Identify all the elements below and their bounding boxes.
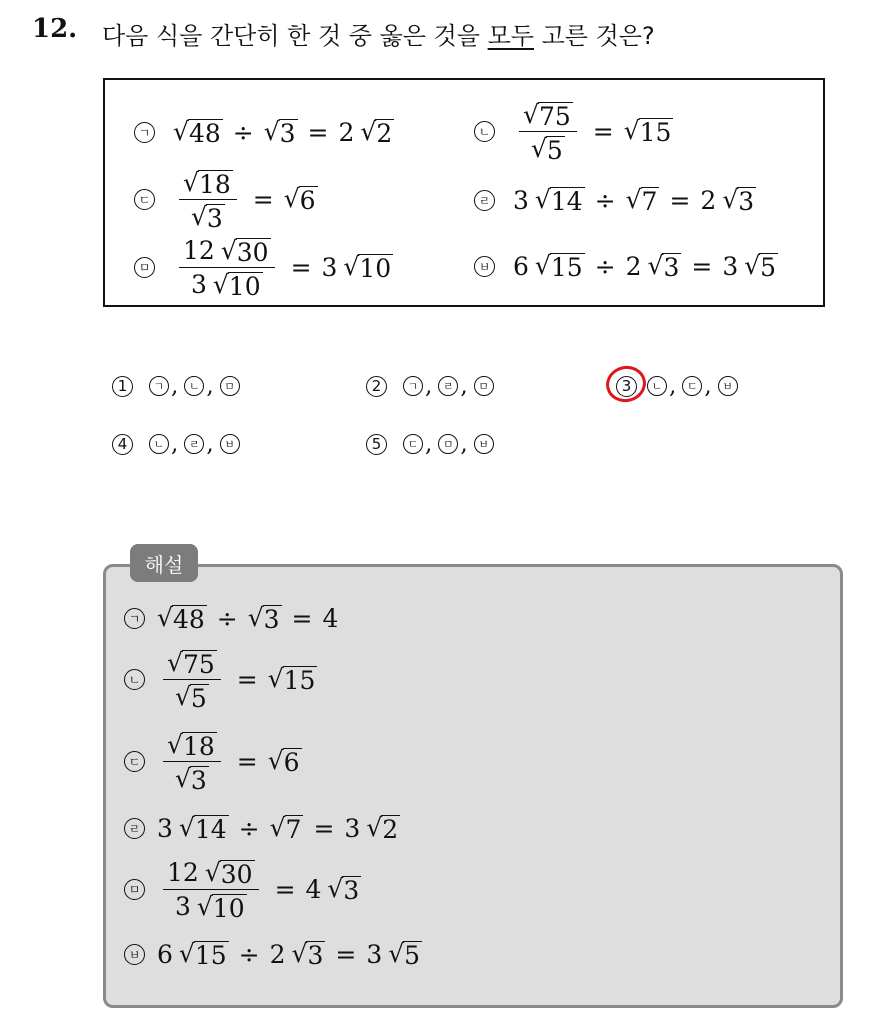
choice-label: ㅁ	[438, 434, 458, 454]
choice-label: ㅂ	[220, 434, 240, 454]
solution-line-f: ㅂ 6 √ 15 ÷ 2 √ 3 = 3 √ 5	[124, 940, 422, 969]
choice-label: ㄴ	[149, 434, 169, 454]
solution-line-a: ㄱ √ 48 ÷ √ 3 = 4	[124, 604, 338, 633]
solution-line-b: ㄴ √ 75 √ 5 = √ 15	[124, 648, 317, 711]
choice-number: 1	[112, 376, 133, 397]
choice-label: ㅁ	[220, 376, 240, 396]
solution-label: ㄷ	[124, 751, 145, 772]
choice-number: 4	[112, 434, 133, 455]
choice-number: 5	[366, 434, 387, 455]
item-label: ㅂ	[474, 256, 495, 277]
item-label: ㄱ	[134, 122, 155, 143]
choice-5[interactable]: 5 ㄷ , ㅁ , ㅂ	[366, 431, 494, 457]
answer-mark	[603, 362, 650, 406]
choice-label: ㅂ	[474, 434, 494, 454]
item-label: ㅁ	[134, 257, 155, 278]
choice-label: ㅁ	[474, 376, 494, 396]
item-f: ㅂ 6 √ 15 ÷ 2 √ 3 = 3 √ 5	[474, 252, 778, 281]
question-text: 다음 식을 간단히 한 것 중 옳은 것을 모두 고른 것은?	[102, 22, 655, 50]
choice-label: ㄴ	[184, 376, 204, 396]
choice-number: 3	[616, 376, 637, 397]
choice-3[interactable]: 3 ㄴ , ㄷ , ㅂ	[616, 373, 738, 399]
choice-label: ㄹ	[438, 376, 458, 396]
solution-label: ㄴ	[124, 669, 145, 690]
underlined-word: 모두	[487, 22, 534, 50]
item-label: ㄴ	[474, 121, 495, 142]
item-c: ㄷ √ 18 √ 3 = √ 6	[134, 168, 318, 231]
question-number: 12.	[32, 14, 78, 44]
choice-label: ㄴ	[647, 376, 667, 396]
choice-label: ㅂ	[718, 376, 738, 396]
solution-title: 해설	[130, 544, 198, 582]
item-label: ㄹ	[474, 190, 495, 211]
solution-line-d: ㄹ 3 √ 14 ÷ √ 7 = 3 √ 2	[124, 814, 400, 843]
choice-1[interactable]: 1 ㄱ , ㄴ , ㅁ	[112, 373, 240, 399]
choice-label: ㄷ	[403, 434, 423, 454]
choice-label: ㄷ	[682, 376, 702, 396]
choice-number: 2	[366, 376, 387, 397]
item-e: ㅁ 12 √ 30 3 √ 10 = 3 √ 10	[134, 236, 393, 299]
solution-label: ㄱ	[124, 608, 145, 629]
item-d: ㄹ 3 √ 14 ÷ √ 7 = 2 √ 3	[474, 186, 756, 215]
choice-4[interactable]: 4 ㄴ , ㄹ , ㅂ	[112, 431, 240, 457]
choice-label: ㄱ	[403, 376, 423, 396]
choice-2[interactable]: 2 ㄱ , ㄹ , ㅁ	[366, 373, 494, 399]
solution-label: ㅂ	[124, 944, 145, 965]
solution-label: ㄹ	[124, 818, 145, 839]
item-a: ㄱ √ 48 ÷ √ 3 = 2 √ 2	[134, 118, 394, 147]
item-label: ㄷ	[134, 189, 155, 210]
choice-label: ㄱ	[149, 376, 169, 396]
solution-line-c: ㄷ √ 18 √ 3 = √ 6	[124, 730, 302, 793]
item-b: ㄴ √ 75 √ 5 = √ 15	[474, 100, 673, 163]
choice-label: ㄹ	[184, 434, 204, 454]
solution-line-e: ㅁ 12 √ 30 3 √ 10 = 4 √ 3	[124, 858, 361, 921]
solution-label: ㅁ	[124, 879, 145, 900]
